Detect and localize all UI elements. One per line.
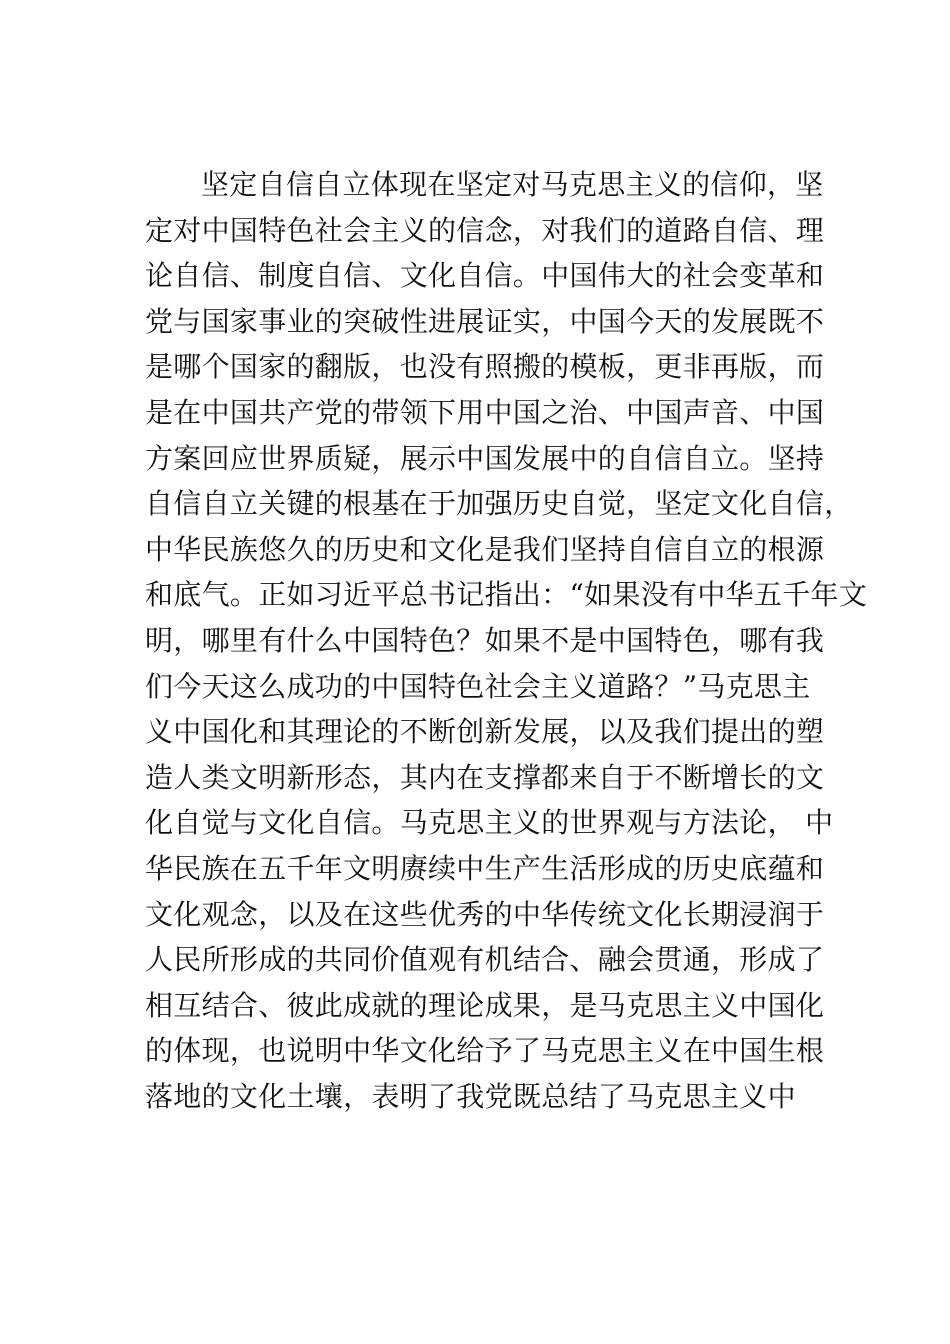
paragraph-line: 文化观念，以及在这些优秀的中华传统文化长期浸润于 — [145, 897, 825, 931]
paragraph-line: 明，哪里有什么中国特色？如果不是中国特色，哪有我 — [145, 623, 825, 657]
paragraph-line: 中华民族悠久的历史和文化是我们坚持自信自立的根源 — [145, 532, 825, 566]
paragraph-line: 人民所形成的共同价值观有机结合、融会贯通，形成了 — [145, 943, 825, 977]
paragraph-line: 落地的文化土壤，表明了我党既总结了马克思主义中 — [145, 1079, 796, 1113]
paragraph-line: 相互结合、彼此成就的理论成果，是马克思主义中国化 — [145, 988, 825, 1022]
paragraph-line: 方案回应世界质疑，展示中国发展中的自信自立。坚持 — [145, 441, 825, 475]
paragraph-line: 义中国化和其理论的不断创新发展，以及我们提出的塑 — [145, 715, 825, 749]
paragraph-line: 的体现，也说明中华文化给予了马克思主义在中国生根 — [145, 1034, 825, 1068]
paragraph-line: 华民族在五千年文明赓续中生产生活形成的历史底蕴和 — [145, 851, 825, 885]
paragraph-line: 化自觉与文化自信。马克思主义的世界观与方法论， 中 — [145, 806, 834, 840]
paragraph-line: 自信自立关键的根基在于加强历史自觉，坚定文化自信， — [145, 487, 853, 521]
body-paragraph — [145, 162, 868, 1119]
paragraph-line: 是哪个国家的翻版，也没有照搬的模板，更非再版，而 — [145, 350, 825, 384]
paragraph-line: 党与国家事业的突破性进展证实，中国今天的发展既不 — [145, 304, 825, 338]
paragraph-line: 论自信、制度自信、文化自信。中国伟大的社会变革和 — [145, 259, 825, 293]
paragraph-line: 造人类文明新形态，其内在支撑都来自于不断增长的文 — [145, 760, 825, 794]
paragraph-line: 和底气。正如习近平总书记指出：“如果没有中华五千年文 — [145, 578, 868, 612]
paragraph-line: 是在中国共产党的带领下用中国之治、中国声音、中国 — [145, 395, 825, 429]
paragraph-line: 定对中国特色社会主义的信念，对我们的道路自信、理 — [145, 213, 825, 247]
paragraph-line: 们今天这么成功的中国特色社会主义道路？”马克思主 — [145, 669, 811, 703]
paragraph-line: 坚定自信自立体现在坚定对马克思主义的信仰，坚 — [201, 168, 824, 201]
